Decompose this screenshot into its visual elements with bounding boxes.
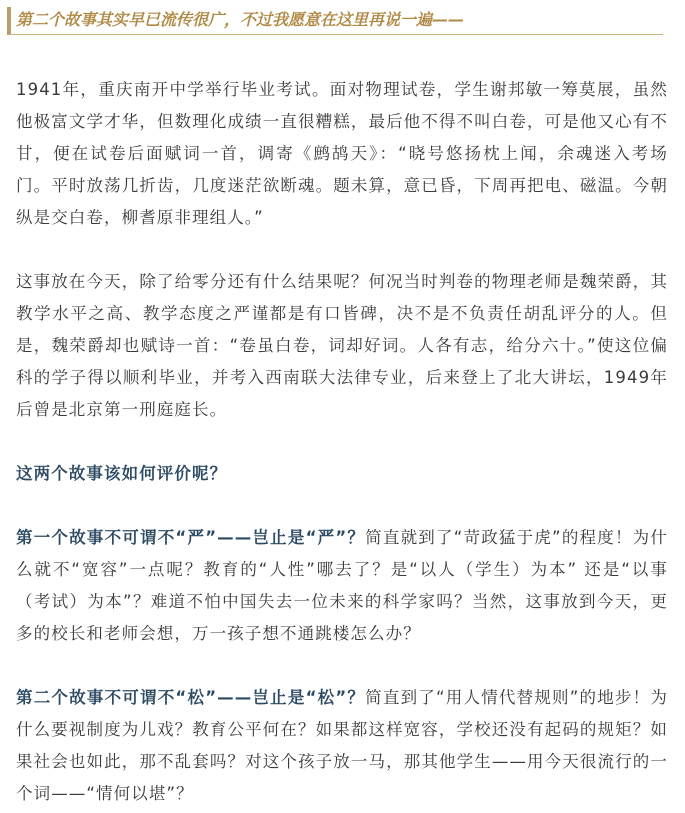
paragraph-question-heading: 这两个故事该如何评价呢？ [16, 464, 228, 483]
paragraph-second-story-evaluation [16, 682, 668, 810]
second-story-text: 简直到了“用人情代替规则”的地步！为什么要视制度为儿戏？教育公平何在？如果都这样宽容，学校还没有起码的规矩？如果社会也如此，那不乱套吗？对这个孩子放一马，那其他学生——用今天很流行的一个词——“情何以堪”？ [16, 688, 668, 803]
section-header [7, 7, 663, 35]
paragraph-first-story-evaluation [16, 522, 668, 650]
first-story-text: 简直就到了“苛政猛于虎”的程度！为什么就不“宽容”一点呢？教育的“人性”哪去了？是“以人（学生）为本” 还是“以事（考试）为本”？难道不怕中国失去一位未来的科学家吗？当然，这事放到今天，更多的校长和老师会想，万一孩子想不通跳楼怎么办？ [16, 528, 668, 643]
first-story-emphasis: 第一个故事不可谓不“严”——岂止是“严”？ [16, 528, 366, 547]
paragraph-teacher-response: 这事放在今天，除了给零分还有什么结果呢？何况当时判卷的物理老师是魏荣爵，其教学水平之高、教学态度之严谨都是有口皆碑，决不是不负责任胡乱评分的人。但是，魏荣爵却也赋诗一首：“卷虽白卷，词却好词。人各有志，给分六十。”使这位偏科的学子得以顺利毕业，并考入西南联大法律专业，后来登上了北大讲坛，1949年后曾是北京第一刑庭庭长。 [16, 272, 668, 419]
paragraph-story-1941: 1941年，重庆南开中学举行毕业考试。面对物理试卷，学生谢邦敏一筹莫展，虽然他极富文学才华，但数理化成绩一直很糟糕，最后他不得不叫白卷，可是他又心有不甘，便在试卷后面赋词一首，调寄《鹧鸪天》：“晓号悠扬枕上闻，余魂迷入考场门。平时放荡几折齿，几度迷茫欲断魂。题未算，意已昏，下周再把电、磁温。今朝纵是交白卷，柳耆原非理组人。” [16, 80, 668, 227]
second-story-emphasis: 第二个故事不可谓不“松”——岂止是“松”？ [16, 688, 366, 707]
section-header-title: 第二个故事其实早已流传很广，不过我愿意在这里再说一遍—— [16, 10, 465, 29]
